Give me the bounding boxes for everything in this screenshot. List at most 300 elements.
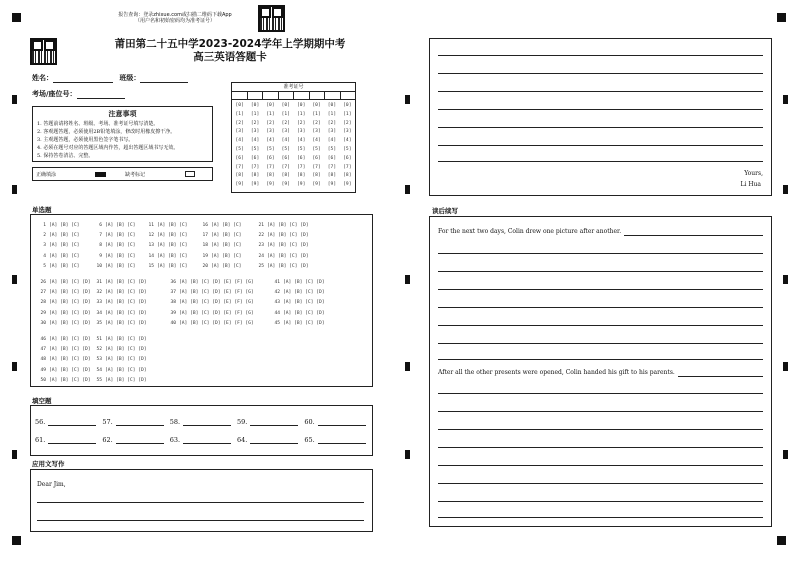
mcq-question-row[interactable] [198,230,241,240]
option-bubbles[interactable]: [A] [B] [C] [D] [49,367,91,373]
exam-title [60,38,400,64]
ruled-line [438,359,763,360]
option-bubbles[interactable]: [A] [B] [C] [211,243,242,249]
digit-bubble[interactable]: [9] [327,182,337,188]
mcq-question-row[interactable] [270,298,325,308]
digit-bubble[interactable]: [6] [327,155,337,161]
mcq-question-row[interactable] [92,298,147,308]
digit-bubble[interactable]: [3] [250,129,260,135]
option-bubbles[interactable]: [A] [B] [C] [D] [105,321,147,327]
mcq-question-row[interactable] [92,376,147,386]
writing-continued-area[interactable] [429,38,772,196]
mcq-question-row[interactable] [36,308,91,318]
mcq-question-row[interactable] [166,319,254,329]
option-bubbles[interactable]: [A] [B] [C] [211,222,242,228]
ruled-line [438,271,763,272]
option-bubbles[interactable]: [A] [B] [C] [D] [49,321,91,327]
mcq-question-row[interactable] [92,277,147,287]
question-number: 6 [99,222,102,228]
digit-bubble[interactable]: [8] [343,173,352,179]
digit-bubble[interactable]: [7] [266,164,275,170]
option-bubbles[interactable]: [A] [B] [C] [D] [283,321,325,327]
report-note [100,12,250,24]
name-label: 姓名： [32,74,53,82]
prompt-1-blank [624,235,763,236]
option-bubbles[interactable]: [A] [B] [C] [D] [49,290,91,296]
ruled-line [438,73,763,74]
mcq-question-row[interactable] [36,334,91,344]
digit-bubble[interactable]: [9] [235,182,244,188]
notice-box [32,106,213,162]
option-bubbles[interactable]: [A] [B] [C] [49,233,80,239]
mcq-question-group [270,277,325,329]
digit-bubble[interactable]: [8] [266,173,275,179]
digit-bubble[interactable]: [7] [327,164,337,170]
digit-bubble[interactable]: [2] [312,120,321,126]
digit-bubble[interactable]: [1] [250,111,260,117]
question-number: 51 [96,336,102,342]
blank-line[interactable] [48,436,96,444]
digit-bubble[interactable]: [4] [343,138,352,144]
digit-bubble[interactable]: [2] [281,120,290,126]
digit-bubble[interactable]: [4] [281,138,290,144]
digit-bubble[interactable]: [6] [281,155,290,161]
blank-line[interactable] [250,436,298,444]
question-number: 5 [43,264,46,270]
option-bubbles[interactable]: [A] [B] [C] [49,264,80,270]
digit-bubble[interactable]: [7] [250,164,260,170]
blank-item[interactable] [304,436,365,444]
question-number: 31 [96,279,102,285]
absent-mark-box[interactable] [185,171,195,177]
corner-mark-top-right [777,13,786,22]
mcq-question-row[interactable] [254,262,309,272]
blank-line[interactable] [116,436,164,444]
question-number: 20 [202,264,208,270]
digit-bubble[interactable]: [5] [343,146,352,152]
option-bubbles[interactable]: [A] [B] [C] [211,233,242,239]
ruled-line [438,55,763,56]
mcq-question-row[interactable] [254,251,309,261]
blank-item[interactable] [237,436,298,444]
corner-mark-top-left [12,13,21,22]
mcq-question-row[interactable] [144,241,187,251]
blank-line[interactable] [116,418,164,426]
digit-bubble[interactable]: [0] [343,103,352,108]
digit-bubble[interactable]: [4] [250,138,260,144]
option-bubbles[interactable]: [A] [B] [C] [D] [E] [F] [G] [179,321,254,327]
mcq-question-row[interactable] [36,355,91,365]
digit-bubble[interactable]: [5] [235,146,244,152]
mcq-question-group [36,334,91,386]
digit-bubble[interactable]: [3] [343,129,352,135]
digit-bubble[interactable]: [9] [297,182,306,188]
digit-bubble[interactable]: [1] [266,111,275,117]
mcq-question-group [36,277,91,329]
mcq-question-row[interactable] [144,262,187,272]
question-number: 46 [40,336,46,342]
option-bubbles[interactable]: [A] [B] [C] [D] [49,357,91,363]
mcq-question-row[interactable] [92,241,135,251]
digit-bubble[interactable]: [8] [235,173,244,179]
question-number: 38 [170,300,176,306]
blank-item[interactable] [102,436,163,444]
digit-bubble[interactable]: [6] [343,155,352,161]
blank-line[interactable] [48,418,96,426]
digit-bubble[interactable]: [7] [343,164,352,170]
exam-title-line2: 高三英语答题卡 [193,51,267,63]
option-bubbles[interactable]: [A] [B] [C] [D] [267,222,309,228]
ruled-line [438,343,763,344]
question-number: 23 [258,243,264,249]
blank-number: 59. [237,418,248,426]
digit-bubble[interactable]: [9] [281,182,290,188]
mcq-question-row[interactable] [36,376,91,386]
mcq-question-row[interactable] [36,298,91,308]
digit-bubble[interactable]: [2] [235,120,244,126]
mcq-question-row[interactable] [270,319,325,329]
option-bubbles[interactable]: [A] [B] [C] [211,264,242,270]
option-bubbles[interactable]: [A] [B] [C] [D] [267,264,309,270]
digit-bubble[interactable]: [8] [281,173,290,179]
mcq-question-row[interactable] [36,262,79,272]
mcq-question-row[interactable] [36,319,91,329]
digit-bubble[interactable]: [5] [327,146,337,152]
mcq-question-row[interactable] [92,262,135,272]
digit-bubble[interactable]: [1] [297,111,306,117]
mcq-question-row[interactable] [198,241,241,251]
question-number: 19 [202,253,208,259]
student-qr-code [30,38,57,65]
option-bubbles[interactable]: [A] [B] [C] [D] [105,290,147,296]
digit-bubble[interactable]: [2] [297,120,306,126]
option-bubbles[interactable]: [A] [B] [C] [105,243,136,249]
mcq-question-row[interactable] [198,220,241,230]
digit-bubble[interactable]: [8] [312,173,321,179]
digit-bubble[interactable]: [4] [266,138,275,144]
question-number: 34 [96,310,102,316]
mcq-question-row[interactable] [254,230,309,240]
side-mark [405,185,410,194]
question-number: 15 [148,264,154,270]
option-bubbles[interactable]: [A] [B] [C] [105,222,136,228]
mcq-question-row[interactable] [270,287,325,297]
digit-bubble[interactable]: [1] [343,111,352,117]
digit-bubble[interactable]: [4] [327,138,337,144]
mcq-question-group [166,277,254,329]
option-bubbles[interactable]: [A] [B] [C] [157,253,188,259]
digit-bubble[interactable]: [3] [266,129,275,135]
writing-answer-area[interactable] [30,469,373,532]
mcq-question-group [198,220,241,272]
option-bubbles[interactable]: [A] [B] [C] [D] [105,310,147,316]
side-mark [12,95,17,104]
digit-bubble[interactable]: [6] [312,155,321,161]
mcq-question-row[interactable] [166,308,254,318]
digit-bubble[interactable]: [7] [297,164,306,170]
digit-bubble[interactable]: [0] [297,103,306,108]
digit-bubble[interactable]: [9] [312,182,321,188]
digit-bubble[interactable]: [0] [266,103,275,108]
digit-bubble[interactable]: [2] [343,120,352,126]
fill-section-title: 填空题 [32,397,52,405]
mcq-question-row[interactable] [144,230,187,240]
digit-bubble[interactable]: [4] [235,138,244,144]
side-mark [783,95,788,104]
digit-bubble[interactable]: [0] [250,103,260,108]
blank-item[interactable] [35,418,96,426]
option-bubbles[interactable]: [A] [B] [C] [D] [105,378,147,384]
notice-item: 2. 客观题答题，必须使用2B铅笔填涂，修改时用橡皮擦干净。 [37,129,176,135]
mcq-question-row[interactable] [36,287,91,297]
question-number: 27 [40,290,46,296]
option-bubbles[interactable]: [A] [B] [C] [D] [E] [F] [G] [179,310,254,316]
digit-bubble[interactable]: [0] [235,103,244,108]
digit-bubble[interactable]: [7] [312,164,321,170]
blank-item[interactable] [237,418,298,426]
admission-digit-column [328,102,336,190]
mcq-question-group [92,277,147,329]
digit-bubble[interactable]: [3] [235,129,244,135]
mcq-question-row[interactable] [36,251,79,261]
option-bubbles[interactable]: [A] [B] [C] [D] [283,310,325,316]
blank-item[interactable] [170,418,231,426]
blank-item[interactable] [35,436,96,444]
mcq-question-row[interactable] [166,287,254,297]
option-bubbles[interactable]: [A] [B] [C] [D] [267,243,309,249]
ruled-line [438,91,763,92]
option-bubbles[interactable]: [A] [B] [C] [D] [283,300,325,306]
digit-bubble[interactable]: [6] [250,155,260,161]
blank-line[interactable] [250,418,298,426]
ruled-line [438,253,763,254]
digit-bubble[interactable]: [3] [297,129,306,135]
mcq-question-row[interactable] [92,355,147,365]
digit-bubble[interactable]: [6] [266,155,275,161]
option-bubbles[interactable]: [A] [B] [C] [D] [105,279,147,285]
option-bubbles[interactable]: [A] [B] [C] [D] [49,378,91,384]
blank-number: 64. [237,436,248,444]
mcq-question-row[interactable] [144,251,187,261]
digit-bubble[interactable]: [7] [235,164,244,170]
option-bubbles[interactable]: [A] [B] [C] [49,243,80,249]
digit-bubble[interactable]: [2] [250,120,260,126]
digit-bubble[interactable]: [4] [312,138,321,144]
digit-bubble[interactable]: [5] [250,146,260,152]
digit-bubble[interactable]: [6] [235,155,244,161]
option-bubbles[interactable]: [A] [B] [C] [D] [105,300,147,306]
question-number: 28 [40,300,46,306]
digit-bubble[interactable]: [5] [312,146,321,152]
question-number: 32 [96,290,102,296]
report-note-line1: 报告查询：登录zhixue.com或扫描二维码下载App [118,12,232,18]
question-number: 21 [258,222,264,228]
mcq-question-row[interactable] [36,277,91,287]
option-bubbles[interactable]: [A] [B] [C] [D] [49,300,91,306]
ruled-line [438,161,763,162]
name-field[interactable] [53,82,113,83]
notice-item: 1. 答题前请将姓名、班级、考场、准考证号填写清楚。 [37,121,159,127]
question-number: 2 [43,233,46,239]
option-bubbles[interactable]: [A] [B] [C] [49,253,80,259]
option-bubbles[interactable]: [A] [B] [C] [157,243,188,249]
question-number: 1 [43,222,46,228]
digit-bubble[interactable]: [8] [250,173,260,179]
option-bubbles[interactable]: [A] [B] [C] [157,222,188,228]
option-bubbles[interactable]: [A] [B] [C] [D] [E] [F] [G] [179,279,254,285]
mcq-question-row[interactable] [254,241,309,251]
question-number: 52 [96,347,102,353]
notice-title: 注意事项 [108,110,137,118]
mcq-question-row[interactable] [144,220,187,230]
option-bubbles[interactable]: [A] [B] [C] [D] [105,357,147,363]
option-bubbles[interactable]: [A] [B] [C] [D] [105,347,147,353]
option-bubbles[interactable]: [A] [B] [C] [105,253,136,259]
continuation-answer-area[interactable] [429,216,772,527]
corner-mark-bottom-right [777,536,786,545]
mcq-question-row[interactable] [92,334,147,344]
option-bubbles[interactable]: [A] [B] [C] [D] [283,290,325,296]
digit-bubble[interactable]: [1] [281,111,290,117]
admission-label: 准考证号 [232,83,355,92]
question-number: 45 [274,321,280,327]
ruled-line [438,127,763,128]
digit-bubble[interactable]: [3] [281,129,290,135]
ruled-line [438,145,763,146]
option-bubbles[interactable]: [A] [B] [C] [D] [105,336,147,342]
mcq-question-row[interactable] [92,251,135,261]
option-bubbles[interactable]: [A] [B] [C] [D] [49,310,91,316]
digit-bubble[interactable]: [2] [327,120,337,126]
mcq-question-row[interactable] [36,365,91,375]
digit-bubble[interactable]: [8] [327,173,337,179]
option-bubbles[interactable]: [A] [B] [C] [105,233,136,239]
mcq-question-row[interactable] [270,277,325,287]
mcq-question-row[interactable] [92,365,147,375]
admission-digit-columns [232,100,355,190]
digit-bubble[interactable]: [7] [281,164,290,170]
ruled-line [438,501,763,502]
option-bubbles[interactable]: [A] [B] [C] [D] [105,367,147,373]
side-mark [783,275,788,284]
option-bubbles[interactable]: [A] [B] [C] [D] [267,233,309,239]
mcq-question-row[interactable] [92,319,147,329]
ruled-line [438,289,763,290]
side-mark [405,95,410,104]
ruled-line [438,517,763,518]
blank-line[interactable] [183,436,231,444]
option-bubbles[interactable]: [A] [B] [C] [157,233,188,239]
question-number: 16 [202,222,208,228]
writing-section-title: 应用文写作 [32,460,65,468]
digit-bubble[interactable]: [2] [266,120,275,126]
mcq-question-row[interactable] [36,220,79,230]
absent-mark-label: 缺考标记 [125,172,146,178]
digit-bubble[interactable]: [4] [297,138,306,144]
mcq-question-row[interactable] [198,262,241,272]
mcq-question-row[interactable] [270,308,325,318]
seat-label: 考场/座位号： [32,90,77,98]
seat-field[interactable] [77,98,125,99]
blank-item[interactable] [304,418,365,426]
blank-line[interactable] [318,436,366,444]
mcq-question-row[interactable] [92,220,135,230]
digit-bubble[interactable]: [5] [297,146,306,152]
blank-item[interactable] [170,436,231,444]
digit-bubble[interactable]: [9] [266,182,275,188]
option-bubbles[interactable]: [A] [B] [C] [105,264,136,270]
option-bubbles[interactable]: [A] [B] [C] [D] [49,336,91,342]
fill-example-box [32,167,213,181]
class-field[interactable] [140,82,188,83]
option-bubbles[interactable]: [A] [B] [C] [D] [283,279,325,285]
option-bubbles[interactable]: [A] [B] [C] [49,222,80,228]
mcq-question-row[interactable] [92,230,135,240]
digit-bubble[interactable]: [5] [281,146,290,152]
option-bubbles[interactable]: [A] [B] [C] [157,264,188,270]
mcq-question-row[interactable] [166,298,254,308]
option-bubbles[interactable]: [A] [B] [C] [D] [E] [F] [G] [179,300,254,306]
mcq-question-row[interactable] [254,220,309,230]
question-number: 30 [40,321,46,327]
question-number: 37 [170,290,176,296]
app-qr-code [258,5,285,32]
question-number: 39 [170,310,176,316]
mcq-question-row[interactable] [92,287,147,297]
option-bubbles[interactable]: [A] [B] [C] [D] [49,279,91,285]
continuation-section-title: 读后续写 [432,207,458,215]
digit-bubble[interactable]: [6] [297,155,306,161]
blank-line[interactable] [183,418,231,426]
option-bubbles[interactable]: [A] [B] [C] [D] [49,347,91,353]
question-number: 14 [148,253,154,259]
admission-digit-column [312,102,320,190]
blank-item[interactable] [102,418,163,426]
mcq-question-row[interactable] [36,230,79,240]
digit-bubble[interactable]: [5] [266,146,275,152]
mcq-question-row[interactable] [92,308,147,318]
blank-number: 62. [102,436,113,444]
digit-bubble[interactable]: [1] [327,111,337,117]
mcq-question-row[interactable] [198,251,241,261]
question-number: 4 [43,253,46,259]
option-bubbles[interactable]: [A] [B] [C] [211,253,242,259]
digit-bubble[interactable]: [0] [327,103,337,108]
digit-bubble[interactable]: [1] [312,111,321,117]
side-mark [12,362,17,371]
prompt-2-blank [678,376,763,377]
mcq-question-row[interactable] [36,344,91,354]
mcq-question-row[interactable] [92,344,147,354]
digit-bubble[interactable]: [3] [312,129,321,135]
question-number: 54 [96,367,102,373]
digit-bubble[interactable]: [8] [297,173,306,179]
blank-line[interactable] [318,418,366,426]
digit-bubble[interactable]: [9] [250,182,260,188]
admission-digit-column [297,102,305,190]
option-bubbles[interactable]: [A] [B] [C] [D] [267,253,309,259]
option-bubbles[interactable]: [A] [B] [C] [D] [E] [F] [G] [179,290,254,296]
digit-bubble[interactable]: [9] [343,182,352,188]
admission-digit-column [343,102,351,190]
digit-bubble[interactable]: [1] [235,111,244,117]
blank-number: 63. [169,436,181,444]
digit-bubble[interactable]: [0] [281,103,290,108]
digit-bubble[interactable]: [0] [312,103,321,108]
mcq-question-row[interactable] [166,277,254,287]
mcq-question-row[interactable] [36,241,79,251]
digit-bubble[interactable]: [3] [327,129,337,135]
